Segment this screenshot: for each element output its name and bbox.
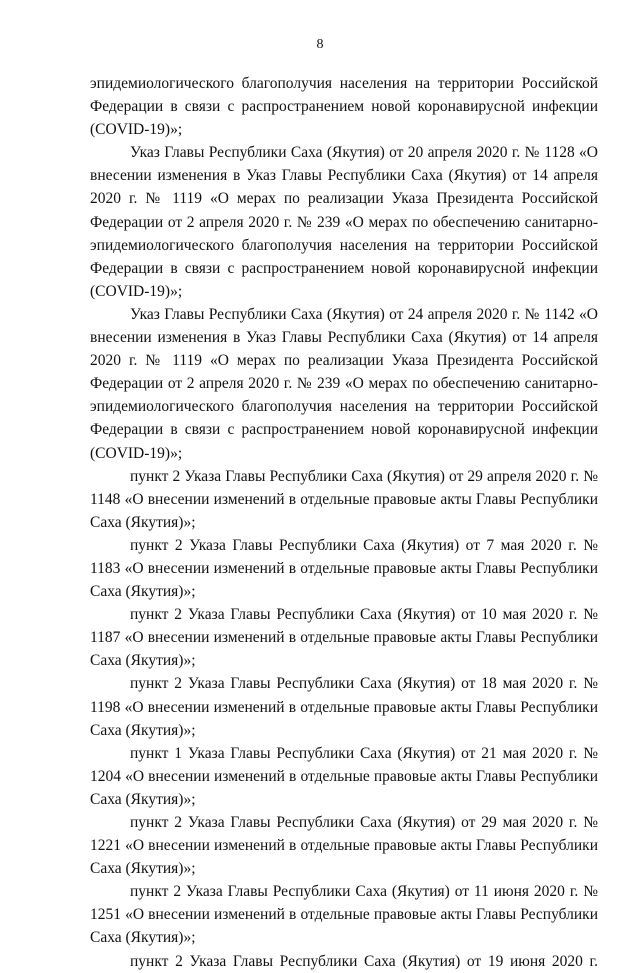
paragraph-decree-1198: пункт 2 Указа Главы Республики Саха (Якутия) от 18 мая 2020 г. № 1198 «О внесении изменений в отдельные правовые акты Главы Республики Саха (Якутия)»; (90, 675, 598, 739)
document-body (90, 72, 598, 973)
paragraph-decree-1183: пункт 2 Указа Главы Республики Саха (Якутия) от 7 мая 2020 г. № 1183 «О внесении изменений в отдельные правовые акты Главы Республики Саха (Якутия)»; (90, 536, 598, 601)
paragraph-decree-june-19: пункт 2 Указа Главы Республики Саха (Якутия) от 19 июня 2020 г. (130, 952, 598, 970)
paragraph-decree-1142: Указ Главы Республики Саха (Якутия) от 24 апреля 2020 г. № 1142 «О внесении изменения в Указ Главы Республики Саха (Якутия) от 14 апреля 2020 г. № 1119 «О мерах по реализации Указа Президента Российской Федерации от 2 апреля 2020 г. № 239 «О мерах по обеспечению санитарно-эпидемиологического благополучия населения на территории Российской Федерации в связи с распространением новой коронавирусной инфекции (COVID-19)»; (90, 305, 598, 462)
paragraph-decree-1204: пункт 1 Указа Главы Республики Саха (Якутия) от 21 мая 2020 г. № 1204 «О внесении изменений в отдельные правовые акты Главы Республики Саха (Якутия)»; (90, 744, 598, 808)
paragraph-decree-1187: пункт 2 Указа Главы Республики Саха (Якутия) от 10 мая 2020 г. № 1187 «О внесении изменений в отдельные правовые акты Главы Республики Саха (Якутия)»; (90, 606, 598, 670)
paragraph-decree-1251: пункт 2 Указа Главы Республики Саха (Якутия) от 11 июня 2020 г. № 1251 «О внесении изменений в отдельные правовые акты Главы Республики Саха (Якутия)»; (90, 883, 598, 947)
paragraph-decree-1128: Указ Главы Республики Саха (Якутия) от 20 апреля 2020 г. № 1128 «О внесении изменения в Указ Главы Республики Саха (Якутия) от 14 апреля 2020 г. № 1119 «О мерах по реализации Указа Президента Российской Федерации от 2 апреля 2020 г. № 239 «О мерах по обеспечению санитарно-эпидемиологического благополучия населения на территории Российской Федерации в связи с распространением новой коронавирусной инфекции (COVID-19)»; (90, 144, 598, 300)
paragraph-decree-1148: пункт 2 Указа Главы Республики Саха (Якутия) от 29 апреля 2020 г. № 1148 «О внесении изменений в отдельные правовые акты Главы Республики Саха (Якутия)»; (90, 467, 598, 531)
paragraph-continuation: эпидемиологического благополучия населения на территории Российской Федерации в связи с распространением новой коронавирусной инфекции (COVID-19)»; (90, 75, 598, 139)
paragraph-decree-1221: пункт 2 Указа Главы Республики Саха (Якутия) от 29 мая 2020 г. № 1221 «О внесении изменений в отдельные правовые акты Главы Республики Саха (Якутия)»; (90, 814, 598, 878)
page-number: 8 (316, 37, 324, 52)
